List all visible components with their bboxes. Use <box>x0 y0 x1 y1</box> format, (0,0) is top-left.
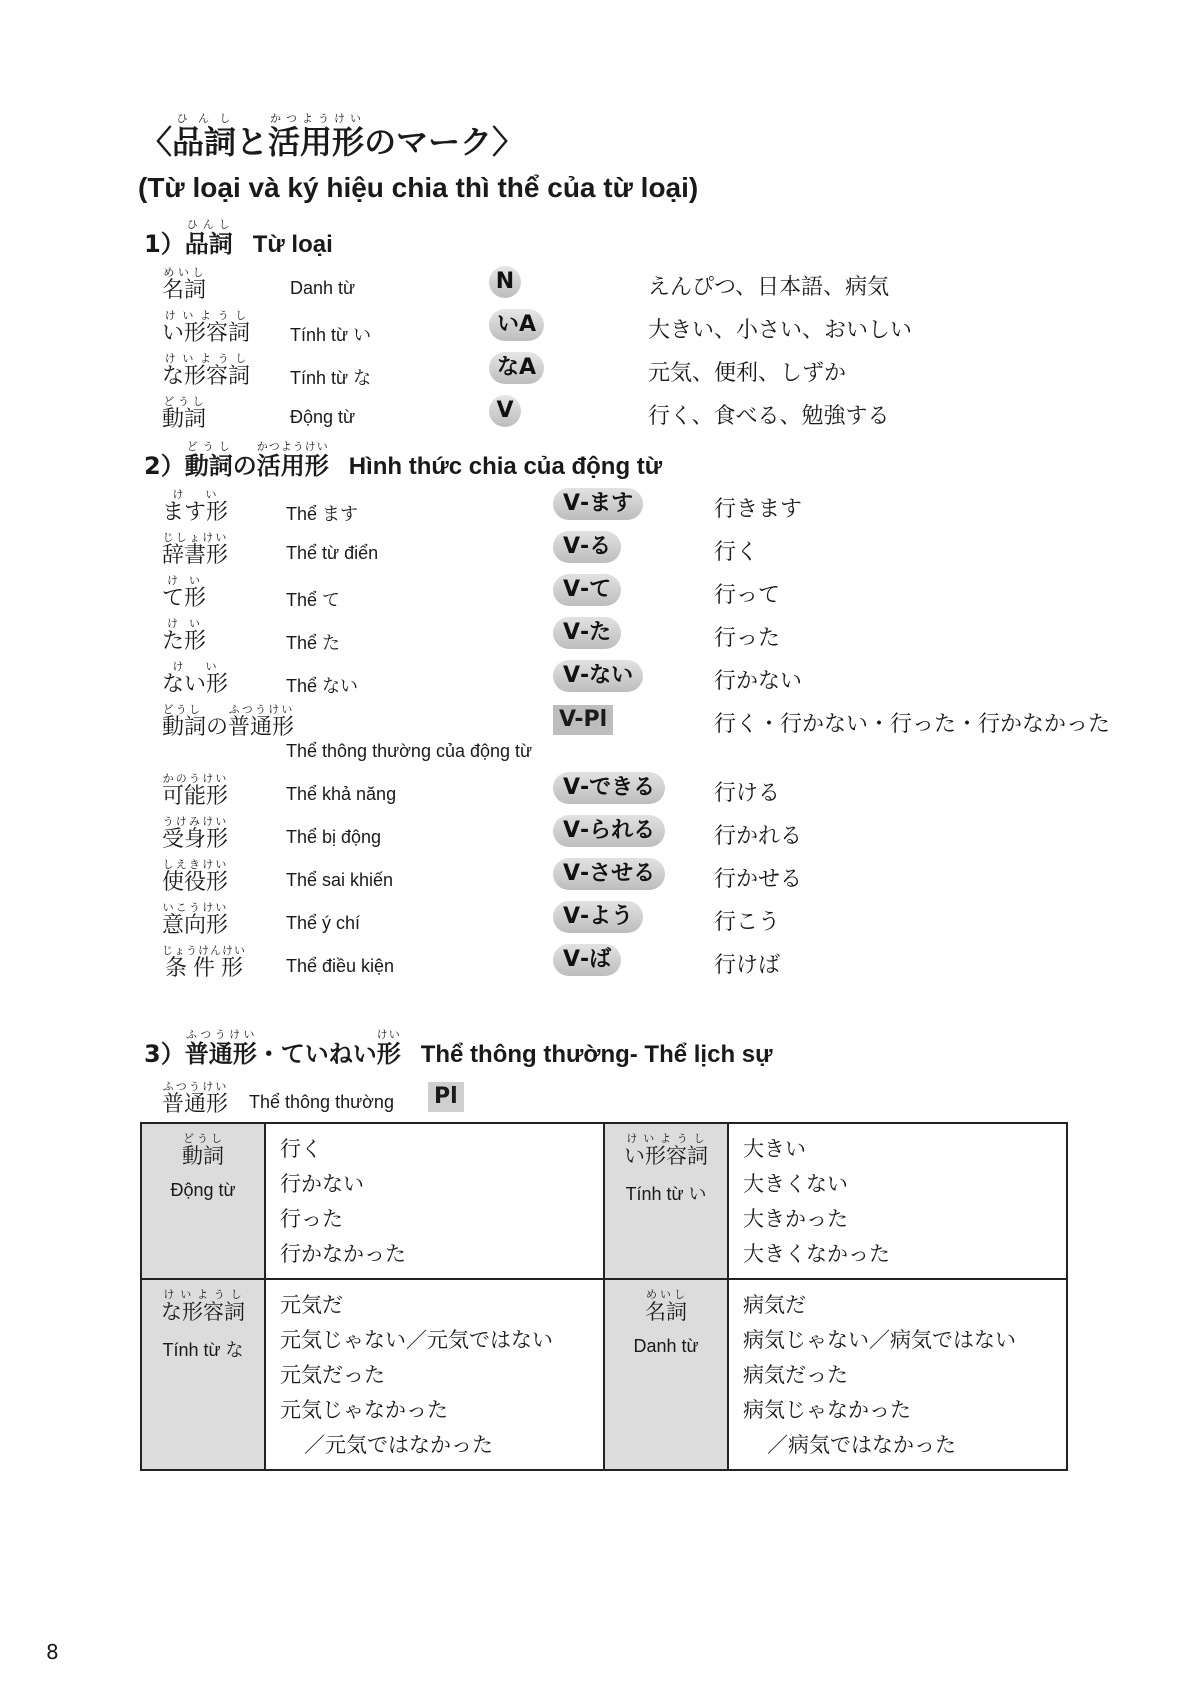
mark-badge: V‐て <box>553 574 621 606</box>
term: た形けい <box>162 617 207 654</box>
example: 行こう <box>714 910 781 935</box>
example: 行く <box>714 540 759 565</box>
page-title: 〈品詞ひんしと活用形かつようけいのマーク〉 <box>140 112 525 161</box>
section-2-row <box>0 531 1200 571</box>
term: 名詞めいし <box>162 266 207 303</box>
section-2-row <box>0 901 1200 941</box>
vietnamese-label: Thể ý chí <box>286 913 361 933</box>
mark-badge: V‐た <box>553 617 621 649</box>
table-forms-cell: 病気だ 病気じゃない／病気ではない 病気だった 病気じゃなかった ／病気ではなかった <box>728 1279 1067 1470</box>
mark-badge: V‐よう <box>553 901 643 933</box>
plain-form-subheading <box>0 1080 1200 1120</box>
term: 条件形じょうけんけい <box>162 944 246 981</box>
table-label-cell: な形容詞けいようし Tính từ な <box>141 1279 265 1470</box>
section-1-row <box>0 395 1200 435</box>
example: 行ける <box>714 781 781 806</box>
term: 受身形うけみけい <box>162 815 229 852</box>
mark-badge: V-Pl <box>553 705 613 735</box>
section-2-row <box>0 488 1200 528</box>
mark-badge: Pl <box>428 1082 464 1112</box>
section-3-heading: 3）普通形ふつうけい・ていねい形けい Thể thông thường- Thể lịch sự <box>144 1028 773 1068</box>
section-2-row <box>0 944 1200 984</box>
table-label-cell: い形容詞けいようし Tính từ い <box>604 1123 728 1279</box>
example: 行く・行かない・行った・行かなかった <box>714 712 1111 737</box>
mark-badge: V‐ば <box>553 944 621 976</box>
example: 行く、食べる、勉強する <box>648 404 890 429</box>
example: 元気、便利、しずか <box>648 361 847 386</box>
example: 行って <box>714 583 781 608</box>
mark-badge: V‐できる <box>553 772 665 804</box>
term: 使役形しえきけい <box>162 858 229 895</box>
term: 動詞どうし <box>162 395 207 432</box>
example: えんぴつ、日本語、病気 <box>648 275 890 300</box>
table-label-cell: 名詞めいし Danh từ <box>604 1279 728 1470</box>
example: 行けば <box>714 953 781 978</box>
vietnamese-label: Thể sai khiến <box>286 870 394 890</box>
term: な形容詞けいようし <box>162 352 251 389</box>
example: 行きます <box>714 497 803 522</box>
section-2-heading: 2）動詞どうしの活用形かつようけい Hình thức chia của động từ <box>144 440 663 480</box>
vietnamese-label: Thể て <box>286 590 341 610</box>
table-row <box>141 1279 1067 1470</box>
mark-badge: V‐る <box>553 531 621 563</box>
vietnamese-label: Thể bị động <box>286 827 382 847</box>
term: ます形けい <box>162 488 229 525</box>
section-1-heading: 1）品詞ひんし Từ loại <box>144 218 333 258</box>
page-number: 8 <box>46 1640 59 1664</box>
term: て形けい <box>162 574 207 611</box>
vietnamese-label: Thể thông thường của động từ <box>286 741 533 761</box>
vietnamese-label: Thể ます <box>286 504 359 524</box>
table-forms-cell: 大きい 大きくない 大きかった 大きくなかった <box>728 1123 1067 1279</box>
section-1-row <box>0 266 1200 306</box>
vietnamese-label: Thể từ điển <box>286 543 379 563</box>
mark-badge: V <box>489 395 521 427</box>
vietnamese-label: Tính từ い <box>290 325 372 345</box>
vietnamese-label: Tính từ な <box>290 368 372 388</box>
section-2-row <box>0 815 1200 855</box>
term: 動詞の普通形どうし ふつうけい <box>162 703 295 740</box>
vietnamese-label: Thể た <box>286 633 341 653</box>
mark-badge: N <box>489 266 521 298</box>
mark-badge: V‐ます <box>553 488 643 520</box>
vietnamese-label: Thể điều kiện <box>286 956 395 976</box>
page-subtitle: (Từ loại và ký hiệu chia thì thể của từ loại) <box>138 172 699 203</box>
section-2-row <box>0 772 1200 812</box>
section-2-row <box>0 617 1200 657</box>
mark-badge: V‐させる <box>553 858 665 890</box>
example: 行った <box>714 626 781 651</box>
mark-badge: なA <box>489 352 544 384</box>
term: 普通形ふつうけい <box>162 1080 229 1117</box>
section-2-row <box>0 660 1200 700</box>
term: 可能形かのうけい <box>162 772 229 809</box>
vietnamese-label: Thể ない <box>286 676 359 696</box>
vietnamese-label: Động từ <box>290 407 356 427</box>
term: ない形けい <box>162 660 229 697</box>
example: 行かせる <box>714 867 803 892</box>
vietnamese-label: Danh từ <box>290 278 356 298</box>
term: 意向形いこうけい <box>162 901 229 938</box>
table-label-cell: 動詞どうし Động từ <box>141 1123 265 1279</box>
section-2-row <box>0 574 1200 614</box>
section-1-row <box>0 309 1200 349</box>
mark-badge: いA <box>489 309 544 341</box>
mark-badge: V‐られる <box>553 815 665 847</box>
example: 大きい、小さい、おいしい <box>648 318 913 343</box>
section-2-row <box>0 703 1200 763</box>
term: い形容詞けいようし <box>162 309 251 346</box>
term: 辞書形じしょけい <box>162 531 229 568</box>
mark-badge: V‐ない <box>553 660 643 692</box>
section-1-row <box>0 352 1200 392</box>
example: 行かない <box>714 669 803 694</box>
table-row <box>141 1123 1067 1279</box>
conjugation-table <box>140 1122 1068 1471</box>
table-forms-cell: 元気だ 元気じゃない／元気ではない 元気だった 元気じゃなかった ／元気ではなかった <box>265 1279 604 1470</box>
example: 行かれる <box>714 824 803 849</box>
vietnamese-label: Thể khả năng <box>286 784 397 804</box>
section-2-row <box>0 858 1200 898</box>
table-forms-cell: 行く 行かない 行った 行かなかった <box>265 1123 604 1279</box>
vietnamese-label: Thể thông thường <box>249 1092 394 1112</box>
